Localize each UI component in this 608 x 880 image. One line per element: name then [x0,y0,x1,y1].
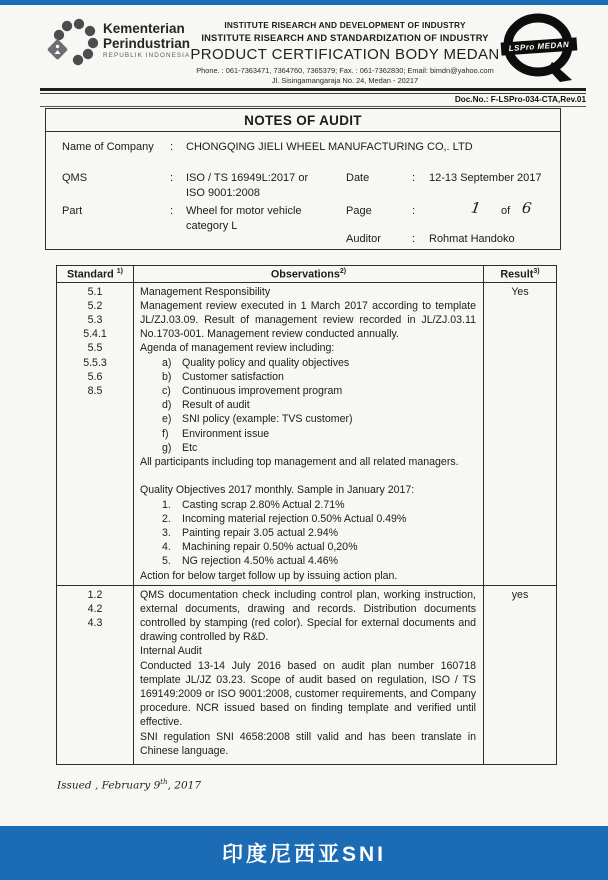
list-text: NG rejection 4.50% actual 4.46% [182,555,339,568]
table-row [57,585,556,764]
institute-line-2: INSTITUTE RISEARCH AND STANDARDIZATION OF INDUSTRY [201,33,489,43]
audit-table-header [57,266,556,283]
lspro-stamp [500,12,580,86]
list-marker: 5. [162,555,171,568]
list-marker: 4. [162,541,171,554]
standard-clause: 4.2 [87,602,103,615]
list-marker: c) [162,385,171,398]
observation-list-item [140,441,476,455]
date-label: Date [346,172,370,184]
observation-paragraph: Quality Objectives 2017 monthly. Sample in January 2017: [140,484,415,497]
observation-list-item [140,427,476,441]
table-row [57,283,556,585]
page-title: NOTES OF AUDIT [46,109,560,132]
certification-body-name: PRODUCT CERTIFICATION BODY MEDAN [190,46,500,63]
colon: : [412,205,416,217]
address-line: Jl. Sisingamangaraja No. 24, Medan - 20217 [271,76,419,85]
observation-list-item [140,356,476,370]
company-label: Name of Company [62,141,154,153]
colon: : [170,205,174,217]
observation-paragraph: Internal Audit [140,645,202,658]
qms-value-line2: ISO 9001:2008 [186,187,261,199]
observation-list-item [140,554,476,568]
list-text: Incoming material rejection 0.50% Actual 0.49% [182,512,407,525]
list-marker: a) [162,356,172,369]
standard-clause: 5.4.1 [83,328,107,341]
column-header-result: Result$^{3)}$ [500,268,540,281]
doc-number-rule [40,106,586,107]
result-cell: yes [511,588,529,601]
observation-paragraph: Agenda of management review including: [140,342,335,355]
colon: : [412,233,416,245]
doc-number: Doc.No.: F-LSPro-034-CTA,Rev.01 [454,95,586,104]
top-accent-bar [0,0,608,5]
page-current-handwritten: 1 [469,198,482,218]
ministry-name-line2: Perindustrian [103,36,191,51]
list-text: SNI policy (example: TVS customer) [182,413,353,426]
header-rule-thick [40,88,586,91]
observation-paragraph: Management review executed in 1 March 2017 according to template JL/ZJ.03.09. Result of management review recorded in JL/ZJ.03.11 No.1703-001. Management review conducted annually. [140,299,476,341]
observation-list-item [140,540,476,554]
list-text: Customer satisfaction [182,370,284,383]
observation-list-item [140,398,476,412]
colon: : [170,141,174,153]
page-label: Page [346,205,372,217]
standard-clause: 5.5 [87,342,103,355]
list-marker: e) [162,413,172,426]
ministry-name-line1: Kementerian [103,21,185,36]
standard-clause: 1.2 [87,588,103,601]
list-text: Machining repair 0.50% actual 0,20% [182,541,358,554]
observation-list-item [140,370,476,384]
observation-paragraph: Conducted 13-14 July 2016 based on audit plan number 160718 template JL/JZ 03.23. Scope of audit based on regulation, ISO / TS 169149:2009 or ISO 9001:2008, customer requirements, and Company procedure. NCR issued based on finding template and verified until effective. [140,659,476,729]
standard-cell [57,586,134,764]
standard-clause: 8.5 [87,385,103,398]
list-text: Continuous improvement program [182,385,343,398]
observation-paragraph: QMS documentation check including control plan, working instruction, external documents, drawing and records. Distribution documents controlled by stamping (red color). Special for external documents and drawing controlled by R&D. [140,588,476,644]
standard-cell [57,283,134,585]
standard-clause: 4.3 [87,617,103,629]
observation-paragraph: All participants including top management and all related managers. [140,456,459,469]
list-marker: 1. [162,498,171,511]
list-marker: 3. [162,527,171,540]
standard-clause: 5.1 [87,285,103,298]
auditor-label: Auditor [346,233,381,245]
standard-clause: 5.5.3 [83,356,107,369]
qms-value-line1: ISO / TS 16949L:2017 or [186,172,309,184]
ministry-subtitle: REPUBLIK INDONESIA [103,52,191,59]
observation-list-item [140,412,476,426]
observation-paragraph: SNI regulation SNI 4658:2008 still valid and has been translate in Chinese language. [140,730,476,757]
audit-table-body [57,283,556,764]
notes-of-audit-box [45,108,561,250]
observation-list-item [140,526,476,540]
gear-icon [46,16,100,76]
observation-list-item [140,512,476,526]
spacer [140,469,476,483]
part-value-line2: category L [186,220,238,232]
letterhead [180,20,510,85]
page-of-word: of [501,205,511,217]
list-marker: g) [162,441,172,454]
banner-text: 印度尼西亚SNI [221,843,386,866]
colon: : [170,172,174,184]
part-label: Part [62,205,83,217]
qms-label: QMS [62,172,88,184]
standard-clause: 5.2 [87,299,103,312]
list-text: Result of audit [182,399,250,412]
ministry-logo [46,14,196,80]
observation-list-item [140,384,476,398]
list-marker: b) [162,370,172,383]
standard-clause: 5.6 [87,370,103,383]
institute-line-1: INSTITUTE RISEARCH AND DEVELOPMENT OF INDUSTRY [224,20,466,30]
stamp-label: LSPro MEDAN [508,39,570,54]
result-cell: Yes [511,285,529,298]
auditor-value: Rohmat Handoko [429,233,515,245]
contact-line: Phone. : 061-7363471, 7364760, 7365379; Fax. : 061-7362830; Email: bimdn@yahoo.com [196,66,494,75]
observation-paragraph: Management Responsibility [140,285,271,298]
list-marker: f) [162,427,169,440]
footer-banner [0,826,608,880]
column-header-standard: Standard $^{1)}$ [57,266,134,282]
list-text: Etc [182,441,198,454]
observation-paragraph: Action for below target follow up by issuing action plan. [140,569,398,582]
observations-cell [134,283,484,585]
company-value: CHONGQING JIELI WHEEL MANUFACTURING CO,. LTD [186,141,473,153]
list-marker: 2. [162,512,171,525]
part-value-line1: Wheel for motor vehicle [186,205,302,217]
list-text: Painting repair 3.05 actual 2.94% [182,527,339,540]
standard-clause: 5.3 [87,314,103,326]
observations-cell [134,586,484,764]
date-value: 12-13 September 2017 [429,172,542,184]
list-marker: d) [162,399,172,412]
list-text: Environment issue [182,427,270,440]
list-text: Quality policy and quality objectives [182,356,350,369]
colon: : [412,172,416,184]
column-header-observations: Observations$^{2)}$ [134,266,484,282]
list-text: Casting scrap 2.80% Actual 2.71% [182,498,345,511]
header-rule-thin [40,93,586,94]
observation-list-item [140,498,476,512]
page-total-handwritten: 6 [521,198,533,218]
audit-table [56,265,557,765]
issued-note: Issued , February 9th, 2017 [57,778,202,792]
